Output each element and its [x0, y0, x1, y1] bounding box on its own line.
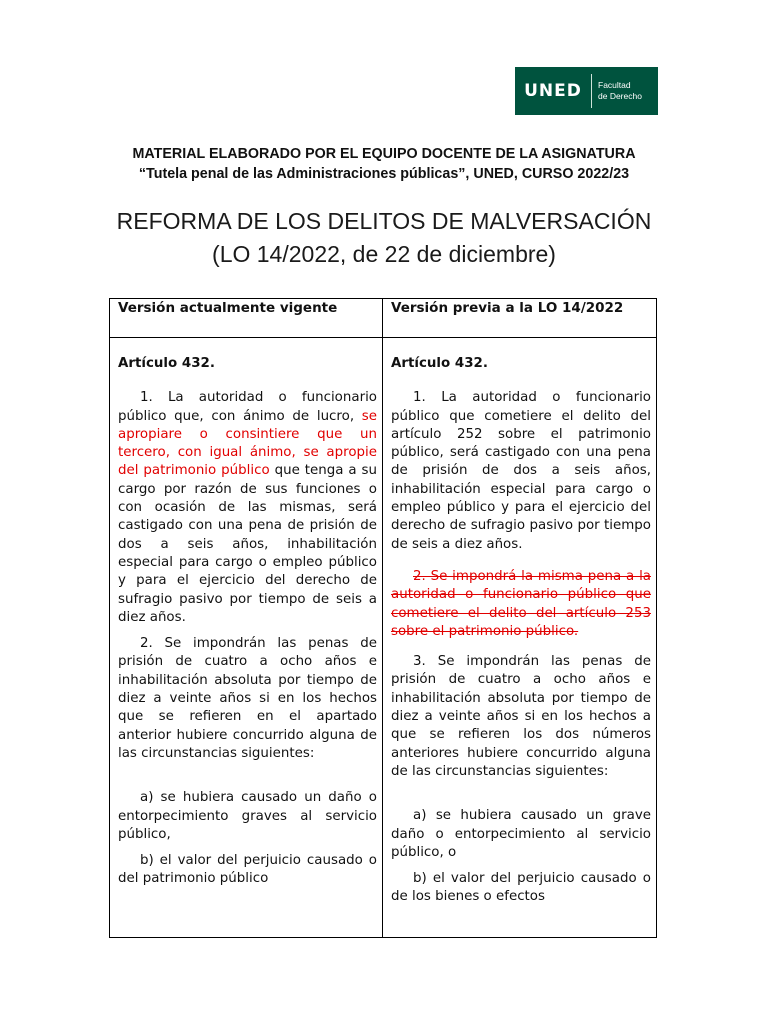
logo-faculty-line1: Facultad: [598, 80, 631, 90]
left-p1-highlight: se apropiare o consintiere que un tercero, con igual ánimo, se apropie del patrimonio público: [118, 408, 377, 479]
left-p1-text-b: que tenga a su cargo por razón de sus funciones o con ocasión de las mismas, será castigado con una pena de prisión de dos a seis años, inhabilitación especial para cargo o empleo público y para el ejercicio del derecho de sufragio pasivo por tiempo de seis a diez años.: [118, 463, 377, 625]
header-line-1: MATERIAL ELABORADO POR EL EQUIPO DOCENTE DE LA ASIGNATURA: [132, 146, 636, 162]
logo-faculty: [592, 80, 642, 102]
right-paragraph-2-struck: [391, 568, 651, 641]
left-paragraph-1: [118, 389, 377, 627]
header-line-2: “Tutela penal de las Administraciones públicas”, UNED, CURSO 2022/23: [138, 166, 630, 182]
right-paragraph-1: 1. La autoridad o funcionario público que cometiere el delito del artículo 252 sobre el patrimonio público, será castigado con una pena de prisión de dos a seis años, inhabilitación especial para cargo o empleo público y para el ejercicio del derecho de sufragio pasivo por tiempo de seis a diez años.: [391, 390, 651, 552]
uned-logo: [515, 67, 658, 115]
left-column-header: Versión actualmente vigente: [118, 300, 338, 316]
right-column-header: Versión previa a la LO 14/2022: [391, 300, 624, 316]
left-paragraph-b: b) el valor del perjuicio causado o del patrimonio público: [118, 853, 377, 887]
document-subtitle: (LO 14/2022, de 22 de diciembre): [212, 241, 556, 267]
right-paragraph-3: 3. Se impondrán las penas de prisión de cuatro a ocho años e inhabilitación absoluta por tiempo de diez a veinte años si en los hechos a que se refieren los dos números anteriores hubiere concurrido alguna de las circunstancias siguientes:: [391, 654, 651, 779]
column-divider: [382, 299, 383, 937]
comparison-table: [109, 298, 657, 938]
right-article-title: Artículo 432.: [391, 356, 488, 371]
left-column: [118, 355, 377, 897]
right-column: [391, 355, 651, 915]
right-p2-struck-text: 2. Se impondrá la misma pena a la autoridad o funcionario público que cometiere el delito del artículo 253 sobre el patrimonio público.: [391, 568, 651, 639]
right-paragraph-a: a) se hubiera causado un grave daño o entorpecimiento al servicio público, o: [391, 808, 651, 860]
logo-brand: UNED: [524, 81, 582, 101]
left-article-title: Artículo 432.: [118, 356, 215, 371]
right-paragraph-b: b) el valor del perjuicio causado o de los bienes o efectos: [391, 871, 651, 905]
header-divider: [110, 337, 656, 338]
document-title: REFORMA DE LOS DELITOS DE MALVERSACIÓN: [116, 208, 652, 234]
left-paragraph-a: a) se hubiera causado un daño o entorpecimiento graves al servicio público,: [118, 790, 377, 842]
left-paragraph-2: 2. Se impondrán las penas de prisión de cuatro a ocho años e inhabilitación absoluta por tiempo de diez a veinte años si en los hechos que se refieren en el apartado anterior hubiere concurrido alguna de las circunstancias siguientes:: [118, 636, 377, 761]
left-p1-text-a: 1. La autoridad o funcionario público que, con ánimo de lucro,: [118, 390, 377, 424]
logo-faculty-line2: de Derecho: [598, 91, 642, 101]
